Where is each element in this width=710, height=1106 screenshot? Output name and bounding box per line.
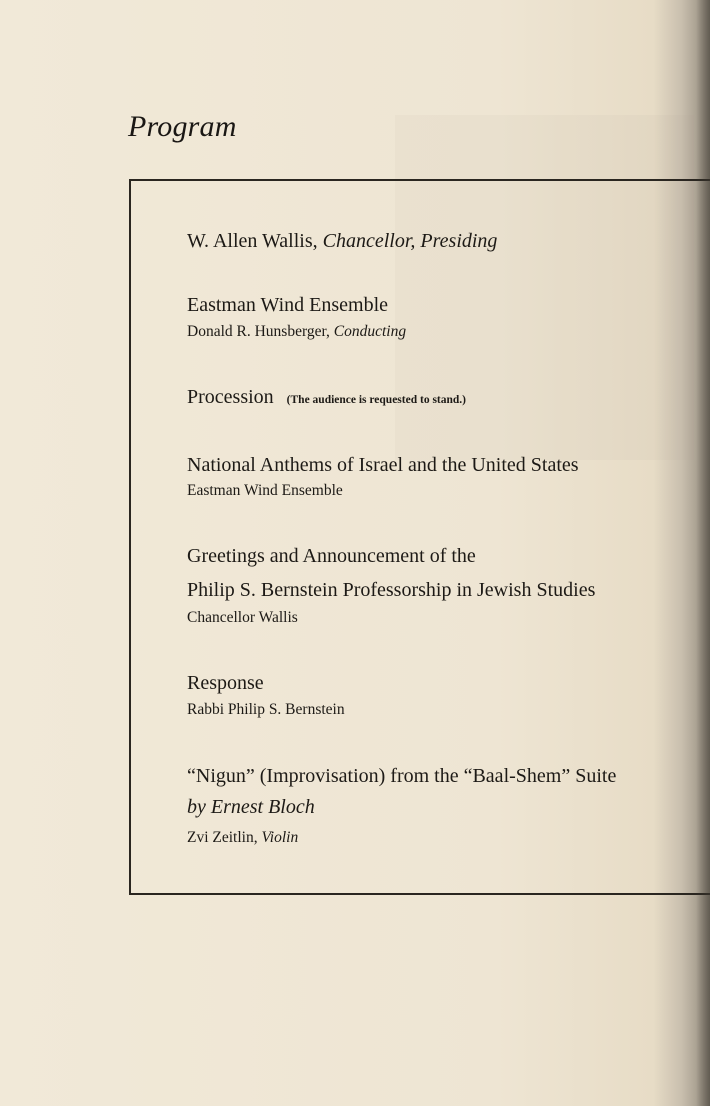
conductor-line <box>187 323 406 341</box>
response-title: Response <box>187 672 264 694</box>
violin-name: Zvi Zeitlin, <box>187 829 258 846</box>
presiding-line <box>187 230 497 252</box>
violin-line <box>187 829 298 847</box>
greetings-speaker: Chancellor Wallis <box>187 609 298 626</box>
ensemble-title: Eastman Wind Ensemble <box>187 294 389 316</box>
nigun-title: “Nigun” (Improvisation) from the “Baal-Shem” Suite <box>187 765 617 787</box>
binding-shadow <box>696 0 710 1106</box>
greetings-line-1: Greetings and Announcement of the <box>187 545 476 567</box>
procession-line <box>187 386 466 411</box>
greetings-line-2: Philip S. Bernstein Professorship in Jewish Studies <box>187 579 596 601</box>
violin-role: Violin <box>261 829 299 846</box>
conductor-name: Donald R. Hunsberger, <box>187 323 330 340</box>
procession-note: (The audience is requested to stand.) <box>286 394 466 406</box>
program-frame <box>129 179 710 895</box>
anthems-title: National Anthems of Israel and the United States <box>187 454 579 476</box>
program-heading: Program <box>128 110 237 143</box>
conductor-role: Conducting <box>333 323 407 340</box>
presiding-name: W. Allen Wallis, <box>187 230 318 252</box>
anthems-performer: Eastman Wind Ensemble <box>187 482 343 499</box>
response-speaker: Rabbi Philip S. Bernstein <box>187 701 345 718</box>
procession-title: Procession <box>187 386 274 408</box>
presiding-role: Chancellor, Presiding <box>322 230 498 252</box>
nigun-composer: by Ernest Bloch <box>187 796 315 818</box>
